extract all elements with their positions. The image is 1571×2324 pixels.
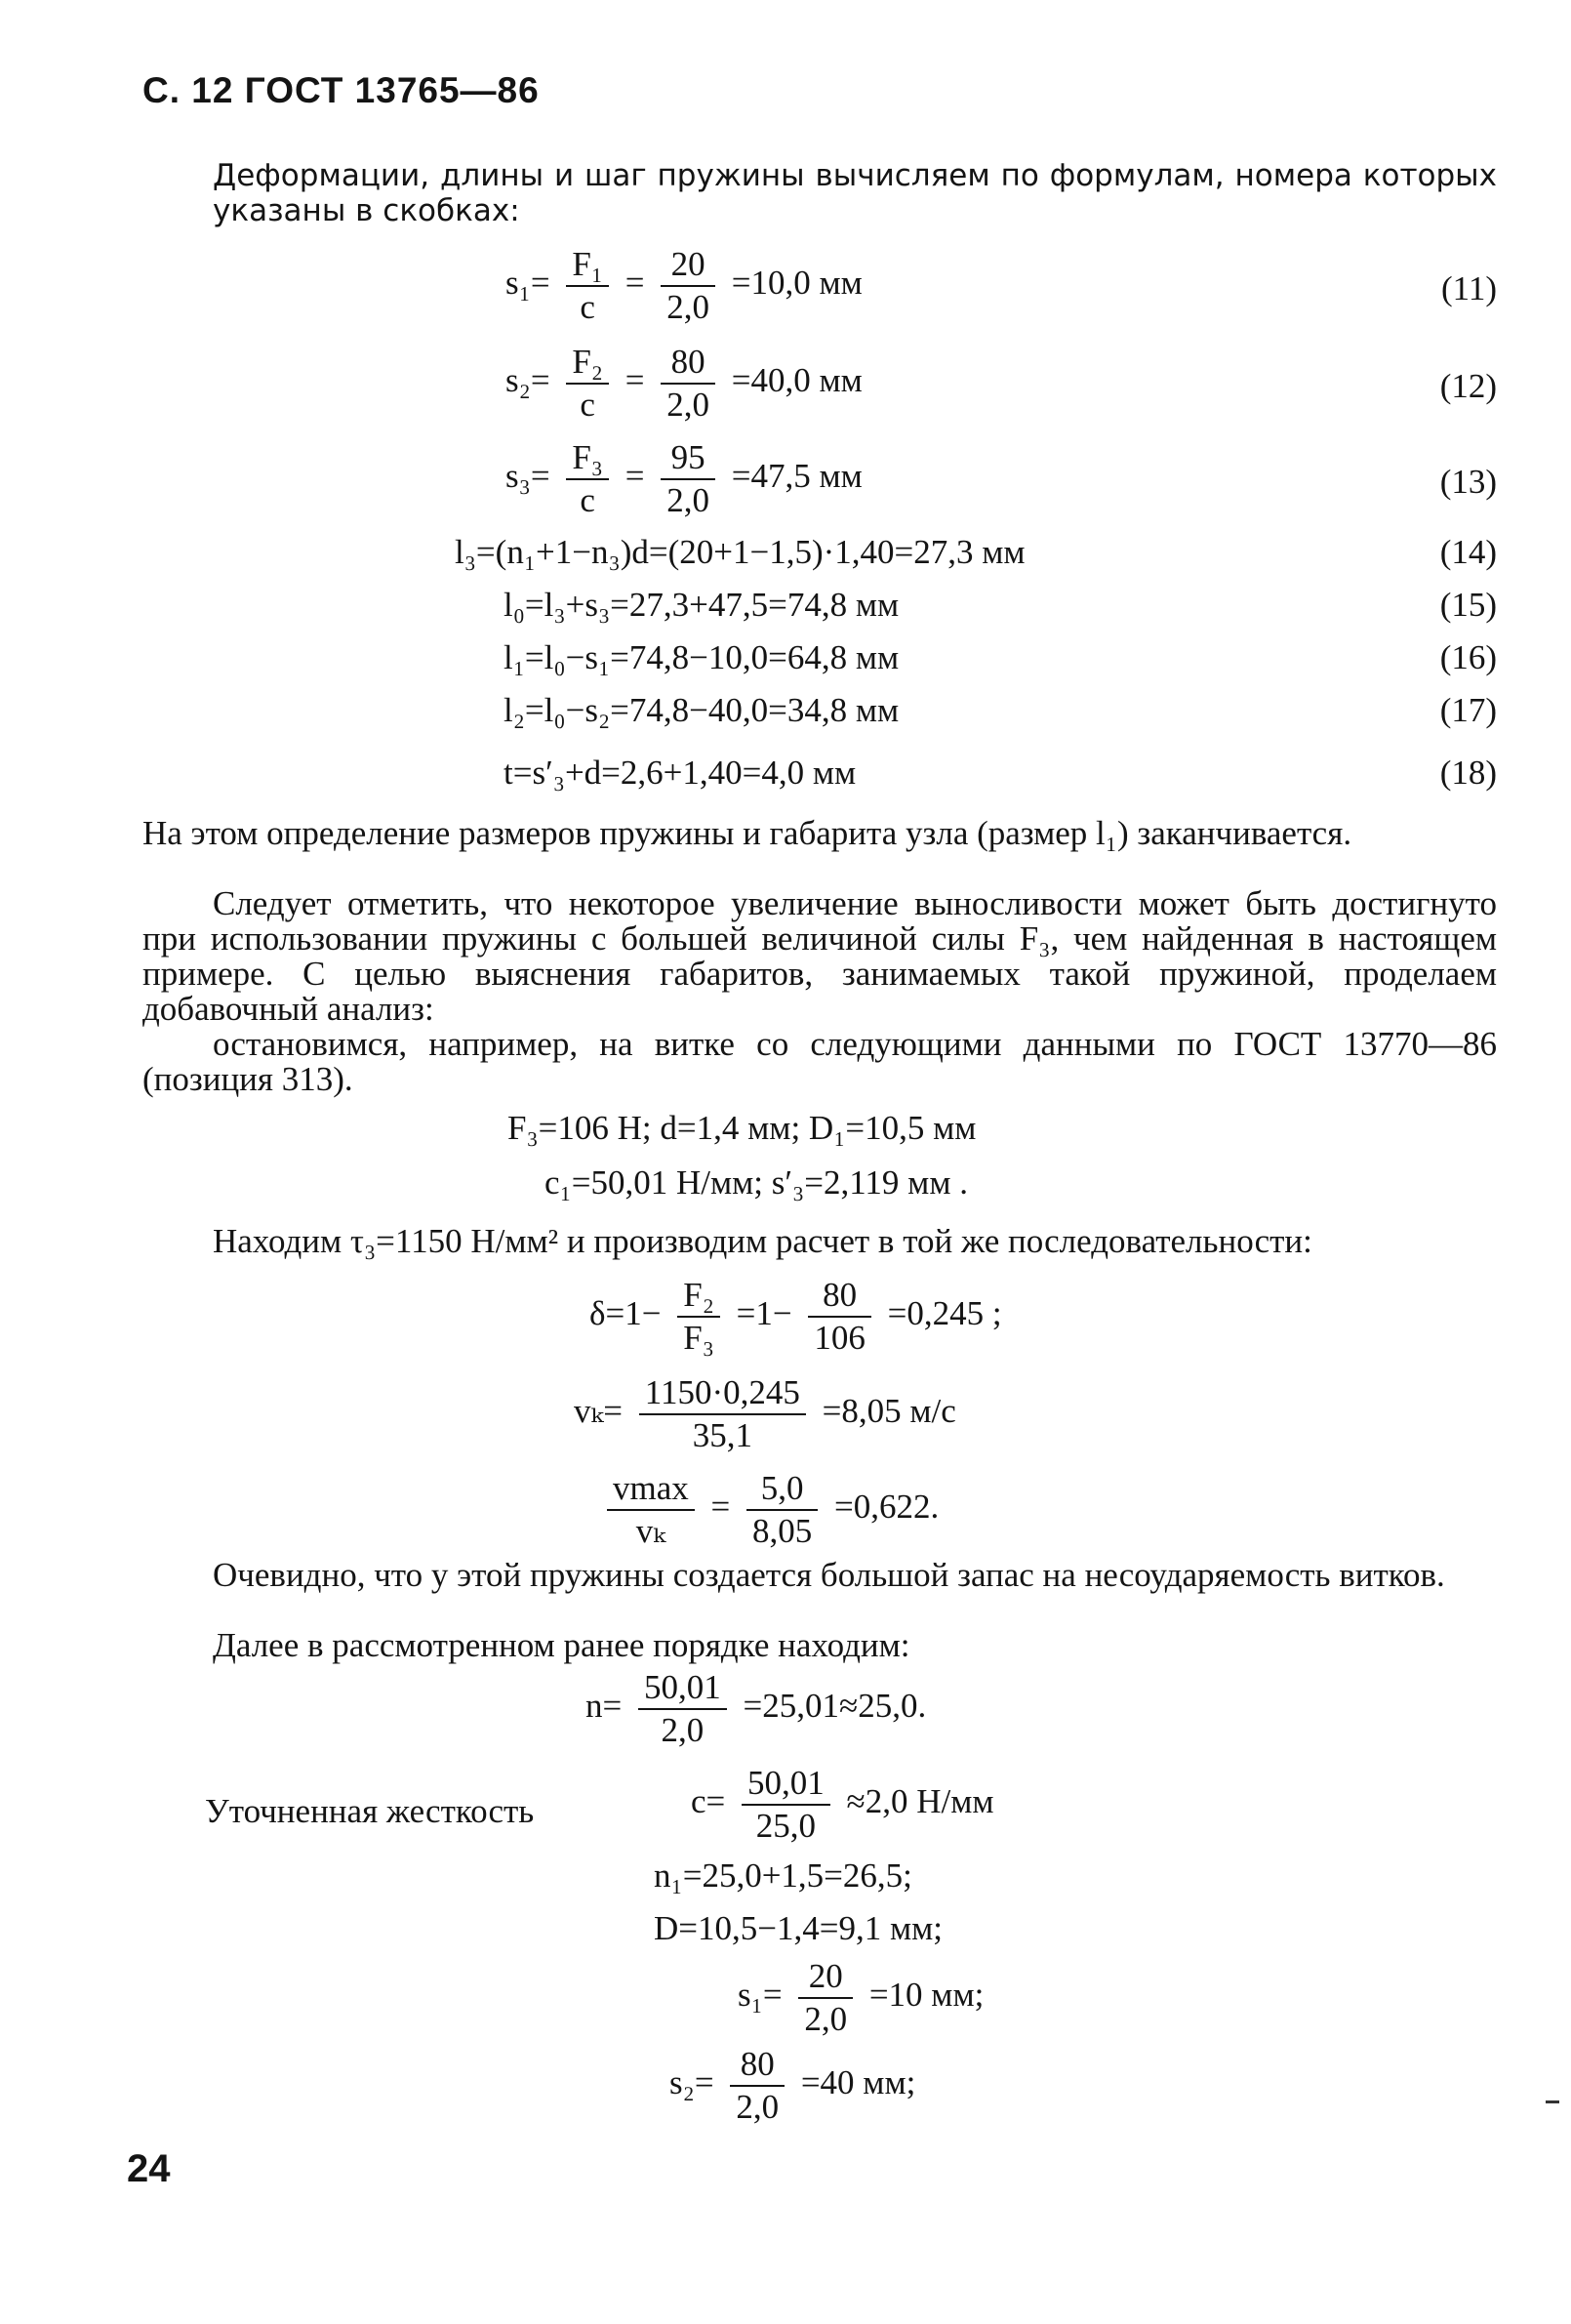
- eq13-lhs: s₃=: [505, 457, 550, 496]
- equation-14: l₃=(n₁+1−n₃)d=(20+1−1,5)·1,40=27,3 мм: [455, 533, 1026, 571]
- vk-result: =8,05 м/с: [822, 1392, 956, 1431]
- ratio-den1: vₖ: [607, 1509, 695, 1552]
- eq12-den2: 2,0: [661, 383, 715, 426]
- paragraph-next: Далее в рассмотренном ранее порядке находим:: [213, 1626, 910, 1664]
- equation-13: s₃= $\frac{\text{F₃}}{c}$ = $\frac{95}{2,0}$ =47,5 мм: [505, 438, 863, 519]
- eq11-num2: 20: [670, 245, 705, 283]
- equation-c: [691, 1763, 994, 1847]
- eqno-13: (13): [1439, 463, 1497, 501]
- eq12-lhs: s₂=: [505, 361, 550, 400]
- paragraph-conclusion: На этом определение размеров пружины и габарита узла (размер l₁) заканчивается.: [142, 814, 1352, 852]
- eq11-num1: F₁: [572, 245, 603, 283]
- equation-16: l₁=l₀−s₁=74,8−10,0=64,8 мм: [504, 638, 900, 676]
- delta-result: =0,245 ;: [887, 1294, 1002, 1333]
- equation-vk: [574, 1372, 956, 1456]
- delta-num1: F₂: [683, 1276, 714, 1314]
- delta-den1: F₃: [677, 1316, 720, 1359]
- eqno-14: (14): [1439, 533, 1497, 571]
- paragraph-tau: Находим τ₃=1150 Н/мм² и производим расчет в той же последовательности:: [213, 1222, 1312, 1260]
- ratio-num2: 5,0: [760, 1469, 804, 1507]
- equation-s2-final: [669, 2044, 915, 2128]
- s1-final-num: 20: [808, 1957, 843, 1995]
- eq13-den1: c: [566, 478, 609, 521]
- c-den: 25,0: [742, 1804, 830, 1847]
- eqno-11: (11): [1440, 269, 1497, 307]
- eq11-den2: 2,0: [661, 285, 715, 328]
- c-num: 50,01: [747, 1764, 825, 1802]
- ratio-result: =0,622.: [834, 1488, 940, 1527]
- n-lhs: n=: [585, 1687, 623, 1726]
- eq12-den1: c: [566, 383, 609, 426]
- eq12-num1: F₂: [572, 343, 603, 381]
- data-line-2: c₁=50,01 Н/мм; s′₃=2,119 мм .: [544, 1163, 968, 1202]
- delta-lhs: δ=1−: [589, 1294, 662, 1333]
- s1-final-result: =10 мм;: [868, 1976, 985, 2015]
- eq13-den2: 2,0: [661, 478, 715, 521]
- equation-11: s₁= $\frac{\text{F₁}}{c}$ = $\frac{20}{2,0}$ =10,0 мм: [505, 245, 863, 326]
- page-number: 24: [127, 2147, 171, 2190]
- data-line-1: F₃=106 Н; d=1,4 мм; D₁=10,5 мм: [507, 1109, 977, 1147]
- page-header: С. 12 ГОСТ 13765—86: [142, 70, 540, 110]
- eqno-17: (17): [1439, 691, 1497, 729]
- delta-den2: 106: [808, 1316, 871, 1359]
- n-num: 50,01: [644, 1668, 721, 1706]
- ratio-den2: 8,05: [746, 1509, 818, 1552]
- eqno-16: (16): [1439, 638, 1497, 676]
- equation-D: D=10,5−1,4=9,1 мм;: [654, 1909, 944, 1947]
- margin-mark: [1546, 2100, 1559, 2103]
- equation-12: s₂= $\frac{\text{F₂}}{c}$ = $\frac{80}{2,0}$ =40,0 мм: [505, 343, 863, 424]
- equation-delta: [589, 1275, 1002, 1359]
- equation-n: [585, 1667, 926, 1751]
- eq11-lhs: s₁=: [505, 264, 550, 303]
- paragraph-coil-data: остановимся, например, на витке со следующими данными по ГОСТ 13770—86 (позиция 313).: [142, 1025, 1497, 1098]
- eqno-18: (18): [1439, 754, 1497, 792]
- delta-mid: =1−: [736, 1294, 792, 1333]
- c-result: ≈2,0 Н/мм: [846, 1782, 994, 1821]
- s1-final-den: 2,0: [798, 1997, 853, 2040]
- eq11-den1: c: [566, 285, 609, 328]
- eq13-num2: 95: [670, 438, 705, 476]
- s2-final-lhs: s₂=: [669, 2063, 714, 2102]
- equation-n1: n₁=25,0+1,5=26,5;: [654, 1856, 912, 1895]
- ratio-num1: vmax: [613, 1469, 689, 1507]
- eq13-num1: F₃: [572, 438, 603, 476]
- s2-final-num: 80: [740, 2045, 775, 2083]
- eq12-result: =40,0 мм: [731, 361, 863, 400]
- intro-paragraph: Деформации, длины и шаг пружины вычисляем по формулам, номера которых указаны в скобках:: [213, 158, 1497, 228]
- equation-ratio: $\frac{vmax}{\text{vₖ}}$ = $\frac{5,0}{8,05}$ =0,622.: [599, 1468, 939, 1552]
- eq11-result: =10,0 мм: [731, 264, 863, 303]
- paragraph-reserve: Очевидно, что у этой пружины создается большой запас на несоударяемость витков.: [213, 1556, 1445, 1594]
- equation-s1-final: [738, 1956, 984, 2040]
- eq13-result: =47,5 мм: [731, 457, 863, 496]
- vk-lhs: vₖ=: [574, 1392, 624, 1431]
- eqno-12: (12): [1439, 367, 1497, 405]
- c-lhs: c=: [691, 1782, 726, 1821]
- eqno-15: (15): [1439, 586, 1497, 624]
- delta-num2: 80: [823, 1276, 858, 1314]
- equation-15: l₀=l₃+s₃=27,3+47,5=74,8 мм: [504, 586, 900, 624]
- equation-17: l₂=l₀−s₂=74,8−40,0=34,8 мм: [504, 691, 900, 729]
- paragraph-note: Следует отметить, что некоторое увеличение выносливости может быть достигнуто при использовании пружины с большей величиной силы F₃, чем найденная в настоящем примере. С целью выяснения габаритов, занимаемых такой пружиной, проделаем добавочный анализ:: [142, 884, 1497, 1028]
- vk-num: 1150·0,245: [644, 1373, 800, 1411]
- label-refined-stiffness: Уточненная жесткость: [205, 1792, 535, 1830]
- s2-final-den: 2,0: [730, 2085, 785, 2128]
- s1-final-lhs: s₁=: [738, 1976, 783, 2015]
- n-result: =25,01≈25,0.: [743, 1687, 927, 1726]
- equation-18: t=s′₃+d=2,6+1,40=4,0 мм: [504, 754, 857, 792]
- vk-den: 35,1: [639, 1413, 806, 1456]
- n-den: 2,0: [638, 1708, 727, 1751]
- eq12-num2: 80: [670, 343, 705, 381]
- s2-final-result: =40 мм;: [800, 2063, 916, 2102]
